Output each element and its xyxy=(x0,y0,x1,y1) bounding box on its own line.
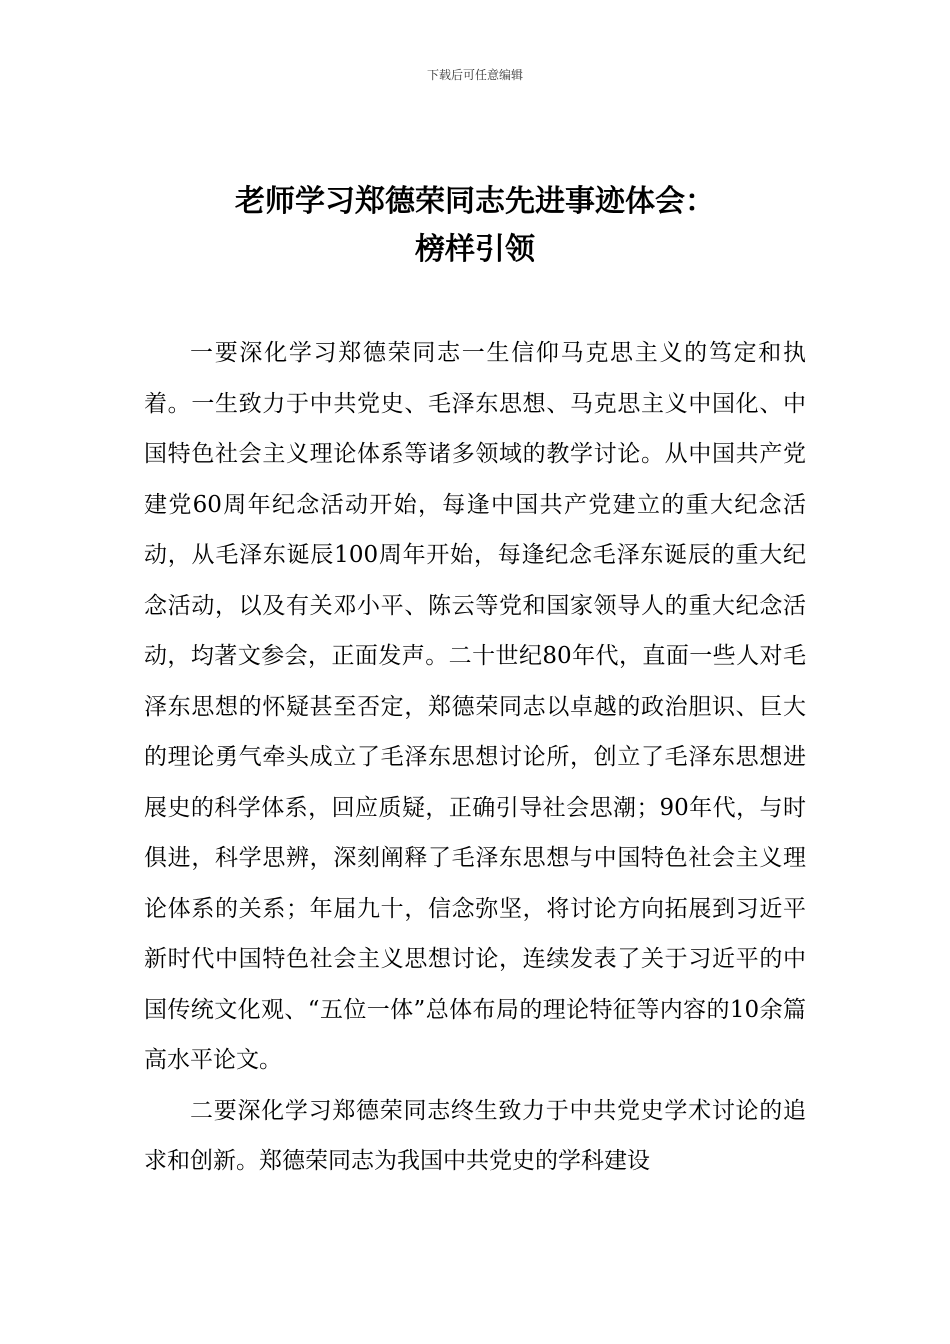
header-note: 下载后可任意编辑 xyxy=(426,68,523,82)
document-title xyxy=(120,178,830,274)
paragraph-2: 二要深化学习郑德荣同志终生致力于中共党史学术讨论的追求和创新。郑德荣同志为我国中共党史的学科建设 xyxy=(144,1097,806,1174)
document-body xyxy=(144,328,806,1187)
title-line-2: 榜样引领 xyxy=(415,232,535,267)
title-line-1: 老师学习郑德荣同志先进事迹体会： xyxy=(235,184,715,219)
paragraph-1: 一要深化学习郑德荣同志一生信仰马克思主义的笃定和执着。一生致力于中共党史、毛泽东思想、马克思主义中国化、中国特色社会主义理论体系等诸多领域的教学讨论。从中国共产党建党60周年纪念活动开始，每逢中国共产党建立的重大纪念活动，从毛泽东诞辰100周年开始，每逢纪念毛泽东诞辰的重大纪念活动，以及有关邓小平、陈云等党和国家领导人的重大纪念活动，均著文参会，正面发声。二十世纪80年代，直面一些人对毛泽东思想的怀疑甚至否定，郑德荣同志以卓越的政治胆识、巨大的理论勇气牵头成立了毛泽东思想讨论所，创立了毛泽东思想进展史的科学体系，回应质疑，正确引导社会思潮；90年代，与时俱进，科学思辨，深刻阐释了毛泽东思想与中国特色社会主义理论体系的关系；年届九十，信念弥坚，将讨论方向拓展到习近平新时代中国特色社会主义思想讨论，连续发表了关于习近平的中国传统文化观、“五位一体”总体布局的理论特征等内容的10余篇高水平论文。 xyxy=(144,340,806,1073)
